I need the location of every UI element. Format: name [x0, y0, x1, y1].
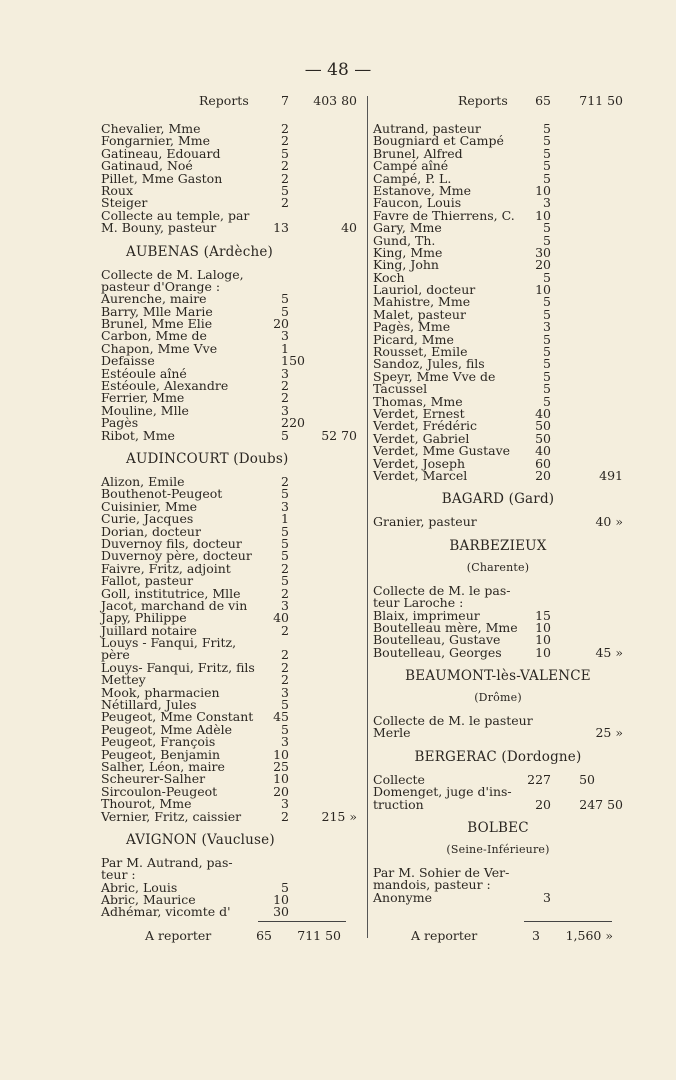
entry-amount: 2: [281, 121, 289, 136]
entry-name: Brunel, Mme Elie: [101, 316, 213, 332]
entry-amount: 3: [281, 796, 289, 812]
entry-name: Fongarnier, Mme: [101, 133, 211, 149]
table-row: [373, 727, 623, 739]
page-number: — 48 —: [304, 60, 372, 80]
entry-name: pasteur d'Orange :: [101, 278, 221, 294]
entry-amount: 10: [535, 207, 551, 223]
entry-name: Collecte au temple, par: [101, 207, 250, 223]
entry-amount: 2: [281, 133, 289, 149]
entry-amount: 25: [273, 758, 289, 774]
entry-amount: 5: [281, 523, 289, 539]
entry-name: Rousset, Emile: [373, 344, 468, 360]
entry-name: Verdet, Frédéric: [373, 418, 478, 434]
entry-total: 52 70: [321, 427, 357, 443]
entry-name: Anonyme: [373, 889, 432, 905]
entry-name: Ribot, Mme: [101, 427, 175, 443]
entry-name: Koch: [373, 269, 405, 285]
table-row: [101, 906, 357, 918]
entry-total: 40: [341, 220, 357, 236]
footer-total: 1,560 »: [565, 928, 613, 943]
entry-amount: 2: [281, 378, 289, 394]
entry-name: teur :: [101, 867, 136, 883]
left-column: [101, 93, 357, 919]
entry-name: Verdet, Gabriel: [373, 430, 470, 446]
table-row: [101, 808, 357, 824]
entry-name: Boutelleau, Gustave: [373, 632, 501, 648]
footer-total: 711 50: [297, 928, 341, 943]
entry-amount: 5: [543, 344, 551, 360]
entry-amount: 2: [281, 659, 289, 675]
entry-total: 491: [599, 467, 623, 483]
section-subheading: (Drôme): [474, 691, 522, 705]
entry-amount: 10: [273, 771, 289, 787]
entry-amount: 10: [535, 632, 551, 648]
entry-amount: 40: [273, 610, 289, 626]
entry-name: Brunel, Alfred: [373, 145, 463, 161]
table-row: [373, 259, 623, 271]
entry-amount: 2: [281, 808, 289, 824]
right-footer-rule: [524, 921, 612, 922]
entry-amount: 40: [535, 405, 551, 421]
reports-label: Reports: [199, 93, 249, 108]
table-row: [373, 467, 623, 483]
entry-name: truction: [373, 796, 424, 812]
entry-name: père: [101, 647, 130, 663]
footer-count: 3: [532, 928, 540, 943]
entry-name: Abric, Maurice: [101, 892, 196, 908]
entry-name: Gary, Mme: [373, 220, 442, 236]
table-row: [101, 222, 357, 234]
entry-name: Ferrier, Mme: [101, 390, 185, 406]
entry-amount: 60: [535, 455, 551, 471]
table-row: [101, 170, 357, 186]
entry-name: Picard, Mme: [373, 331, 454, 347]
entry-name: Fallot, pasteur: [101, 573, 194, 589]
entry-amount: 20: [535, 467, 551, 483]
entry-amount: 20: [273, 316, 289, 332]
entry-name: Duvernoy fils, docteur: [101, 535, 242, 551]
entry-amount: 2: [281, 390, 289, 406]
table-row: [373, 889, 623, 905]
entry-amount: 2: [281, 473, 289, 489]
entry-name: Dorian, docteur: [101, 523, 201, 539]
entry-amount: 5: [281, 879, 289, 895]
entry-name: Domenget, juge d'ins-: [373, 784, 512, 800]
entry-name: Mouline, Mlle: [101, 402, 189, 418]
entry-total: 25 »: [595, 725, 623, 741]
entry-amount: 2: [281, 622, 289, 638]
section-heading: AVIGNON (Vaucluse): [126, 831, 275, 848]
section-heading: BOLBEC: [467, 820, 529, 837]
entry-amount: 5: [281, 486, 289, 502]
entry-amount: 2: [281, 647, 289, 663]
entry-amount: 5: [281, 427, 289, 443]
reports-label: Reports: [458, 93, 508, 108]
entry-name: Steiger: [101, 195, 148, 211]
entry-amount: 5: [281, 535, 289, 551]
entry-name: Bouthenot-Peugeot: [101, 486, 223, 502]
entry-amount: 5: [281, 721, 289, 737]
entry-amount: 5: [543, 121, 551, 136]
entry-amount: 5: [543, 381, 551, 397]
section-heading: AUDINCOURT (Doubs): [126, 450, 289, 467]
entry-amount: 3: [281, 365, 289, 381]
entry-name: Verdet, Marcel: [373, 467, 468, 483]
entry-cents: 50: [289, 353, 305, 369]
entry-amount: 2: [281, 585, 289, 601]
entry-name: Autrand, pasteur: [373, 121, 481, 136]
entry-name: Adhémar, vicomte d': [101, 904, 231, 920]
entry-name: Pagès, Mme: [373, 319, 451, 335]
section-heading: AUBENAS (Ardèche): [126, 243, 274, 260]
entry-name: Collecte de M. le pasteur: [373, 713, 533, 729]
entry-name: Bougniard et Campé: [373, 133, 504, 149]
reports-header: [101, 93, 357, 123]
reports-header: [373, 93, 623, 123]
entry-amount: 3: [281, 328, 289, 344]
entry-name: Par M. Sohier de Ver-: [373, 865, 510, 881]
entry-name: Verdet, Ernest: [373, 405, 465, 421]
entry-name: Peugeot, François: [101, 734, 216, 750]
entry-name: Gatinaud, Noé: [101, 158, 193, 174]
entry-name: Scheurer-Salher: [101, 771, 206, 787]
entry-name: Granier, pasteur: [373, 514, 477, 530]
entry-name: Estanove, Mme: [373, 182, 472, 198]
entry-amount: 10: [535, 644, 551, 660]
entry-amount: 2: [281, 415, 289, 431]
entry-name: Defaisse: [101, 353, 155, 369]
entry-amount: 5: [543, 133, 551, 149]
entry-name: Louys- Fanqui, Fritz, fils: [101, 659, 255, 675]
entry-name: Lauriol, docteur: [373, 282, 476, 298]
entry-amount: 5: [543, 158, 551, 174]
reports-count: 7: [281, 93, 289, 108]
entry-amount: 1: [281, 353, 289, 369]
entry-amount: 5: [281, 182, 289, 198]
entry-name: King, John: [373, 257, 439, 273]
entry-name: Barry, Mlle Marie: [101, 303, 213, 319]
entry-name: Mahistre, Mme: [373, 294, 471, 310]
entry-amount: 1: [281, 340, 289, 356]
entry-name: Faucon, Louis: [373, 195, 462, 211]
entry-amount: 5: [281, 573, 289, 589]
table-row: [373, 644, 623, 660]
entry-total: 45 »: [595, 644, 623, 660]
entry-name: mandois, pasteur :: [373, 877, 491, 893]
entry-amount: 2: [281, 170, 289, 186]
section-heading: BAGARD (Gard): [441, 491, 555, 508]
entry-name: Chevalier, Mme: [101, 121, 201, 136]
entry-name: Par M. Autrand, pas-: [101, 854, 233, 870]
entry-amount: 10: [273, 892, 289, 908]
entry-name: Duvernoy père, docteur: [101, 548, 252, 564]
entry-name: Verdet, Mme Gustave: [373, 443, 511, 459]
entry-name: Pagès: [101, 415, 139, 431]
entry-name: Chapon, Mme Vve: [101, 340, 218, 356]
footer-label: A reporter: [145, 928, 212, 943]
left-footer-rule: [258, 921, 346, 922]
entry-name: Goll, institutrice, Mlle: [101, 585, 241, 601]
entry-amount: 5: [543, 393, 551, 409]
entry-name: Collecte de M. Laloge,: [101, 266, 244, 282]
section-subheading: (Charente): [466, 560, 530, 574]
entry-name: Boutelleau, Georges: [373, 644, 502, 660]
entry-amount: 50: [535, 430, 551, 446]
entry-amount: 20: [535, 796, 551, 812]
entry-amount: 3: [281, 734, 289, 750]
entry-name: King, Mme: [373, 244, 443, 260]
entry-amount: 20: [273, 783, 289, 799]
entry-amount: 5: [543, 331, 551, 347]
entry-amount: 30: [535, 244, 551, 260]
entry-amount: 5: [543, 220, 551, 236]
entry-amount: 5: [281, 548, 289, 564]
entry-name: Faivre, Fritz, adjoint: [101, 560, 231, 576]
entry-name: Gatineau, Edouard: [101, 145, 221, 161]
reports-total: 711 50: [579, 93, 623, 108]
entry-name: Thourot, Mme: [101, 796, 192, 812]
entry-total: 247 50: [579, 796, 623, 812]
entry-amount: 3: [281, 684, 289, 700]
entry-amount: 5: [543, 269, 551, 285]
entry-amount: 5: [543, 232, 551, 248]
entry-amount: 2: [281, 158, 289, 174]
entry-name: Salher, Léon, maire: [101, 758, 225, 774]
entry-amount: 3: [281, 498, 289, 514]
entry-amount: 5: [543, 368, 551, 384]
entry-name: Pillet, Mme Gaston: [101, 170, 223, 186]
entry-amount: 5: [281, 291, 289, 307]
entry-amount: 10: [535, 182, 551, 198]
entry-name: Malet, pasteur: [373, 306, 466, 322]
footer-count: 65: [256, 928, 272, 943]
entry-amount: 20: [535, 257, 551, 273]
entry-amount: 40: [535, 443, 551, 459]
right-footer: [411, 928, 613, 944]
reports-count: 65: [535, 93, 551, 108]
right-column: [373, 93, 623, 904]
entry-amount: 3: [543, 319, 551, 335]
entry-name: Tacussel: [373, 381, 428, 397]
entry-amount: 3: [281, 402, 289, 418]
entry-amount: 5: [543, 294, 551, 310]
entry-name: Speyr, Mme Vve de: [373, 368, 496, 384]
entry-amount: 5: [543, 306, 551, 322]
entry-amount: 15: [535, 607, 551, 623]
entry-amount: 5: [281, 303, 289, 319]
entry-name: M. Bouny, pasteur: [101, 220, 217, 236]
entry-name: Peugeot, Mme Adèle: [101, 721, 233, 737]
entry-name: Collecte de M. le pas-: [373, 582, 511, 598]
entry-name: Juillard notaire: [101, 622, 197, 638]
entry-amount: 10: [535, 282, 551, 298]
entry-amount: 30: [273, 904, 289, 920]
entry-name: teur Laroche :: [373, 595, 464, 611]
entry-name: Abric, Louis: [101, 879, 178, 895]
entry-name: Roux: [101, 182, 134, 198]
entry-amount: 13: [273, 220, 289, 236]
entry-amount: 5: [281, 145, 289, 161]
entry-name: Mettey: [101, 672, 146, 688]
entry-name: Sandoz, Jules, fils: [373, 356, 485, 372]
entry-name: Vernier, Fritz, caissier: [101, 808, 242, 824]
entry-amount: 5: [281, 697, 289, 713]
section-heading: BARBEZIEUX: [449, 537, 547, 554]
entry-amount: 5: [543, 356, 551, 372]
entry-name: Estéoule aîné: [101, 365, 187, 381]
table-row: [101, 402, 357, 418]
entry-amount: 5: [543, 170, 551, 186]
entry-amount: 2: [281, 195, 289, 211]
entry-amount: 2: [281, 672, 289, 688]
section-subheading: (Seine-Inférieure): [446, 843, 550, 857]
reports-total: 403 80: [313, 93, 357, 108]
entry-amount: 2: [281, 560, 289, 576]
entry-name: Campé, P. L.: [373, 170, 452, 186]
entry-name: Nétillard, Jules: [101, 697, 197, 713]
entry-name: Thomas, Mme: [373, 393, 463, 409]
table-row: [101, 637, 357, 649]
entry-amount: 227: [527, 771, 551, 787]
entry-amount: 1: [281, 511, 289, 527]
entry-amount: 10: [273, 746, 289, 762]
table-row: [101, 427, 357, 443]
section-heading: BERGERAC (Dordogne): [414, 748, 582, 765]
footer-label: A reporter: [411, 928, 478, 943]
entry-total: 215 »: [321, 808, 357, 824]
entry-name: Alizon, Emile: [101, 473, 185, 489]
entry-name: Carbon, Mme de: [101, 328, 207, 344]
entry-amount: 45: [273, 709, 289, 725]
entry-name: Estéoule, Alexandre: [101, 378, 229, 394]
entry-name: Campé aîné: [373, 158, 449, 174]
entry-cents: 20: [289, 415, 305, 431]
entry-name: Aurenche, maire: [101, 291, 207, 307]
entry-amount: 50: [535, 418, 551, 434]
entry-name: Peugeot, Mme Constant: [101, 709, 254, 725]
entry-name: Gund, Th.: [373, 232, 436, 248]
entry-name: Merle: [373, 725, 411, 741]
entry-name: Sircoulon-Peugeot: [101, 783, 218, 799]
entry-name: Favre de Thierrens, C.: [373, 207, 515, 223]
entry-name: Japy, Philippe: [101, 610, 187, 626]
entry-amount: 10: [535, 619, 551, 635]
entry-name: Verdet, Joseph: [373, 455, 466, 471]
entry-amount: 3: [543, 195, 551, 211]
entry-name: Collecte: [373, 771, 425, 787]
entry-total: 40 »: [595, 514, 623, 530]
entry-amount: 3: [543, 889, 551, 905]
entry-name: Blaix, imprimeur: [373, 607, 480, 623]
table-row: [373, 796, 623, 812]
entry-name: Curie, Jacques: [101, 511, 194, 527]
entry-amount: 5: [543, 145, 551, 161]
left-footer: [145, 928, 345, 944]
entry-name: Boutelleau mère, Mme: [373, 619, 518, 635]
entry-amount: 3: [281, 597, 289, 613]
section-heading: BEAUMONT-lès-VALENCE: [405, 668, 591, 685]
entry-name: Louys - Fanqui, Fritz,: [101, 635, 237, 651]
table-row: [373, 516, 623, 528]
column-divider: [367, 96, 368, 938]
entry-name: Mook, pharmacien: [101, 684, 220, 700]
entry-name: Jacot, marchand de vin: [101, 597, 248, 613]
entry-cents: 50: [579, 771, 595, 787]
entry-name: Peugeot, Benjamin: [101, 746, 221, 762]
entry-name: Cuisinier, Mme: [101, 498, 198, 514]
table-row: [101, 854, 357, 870]
